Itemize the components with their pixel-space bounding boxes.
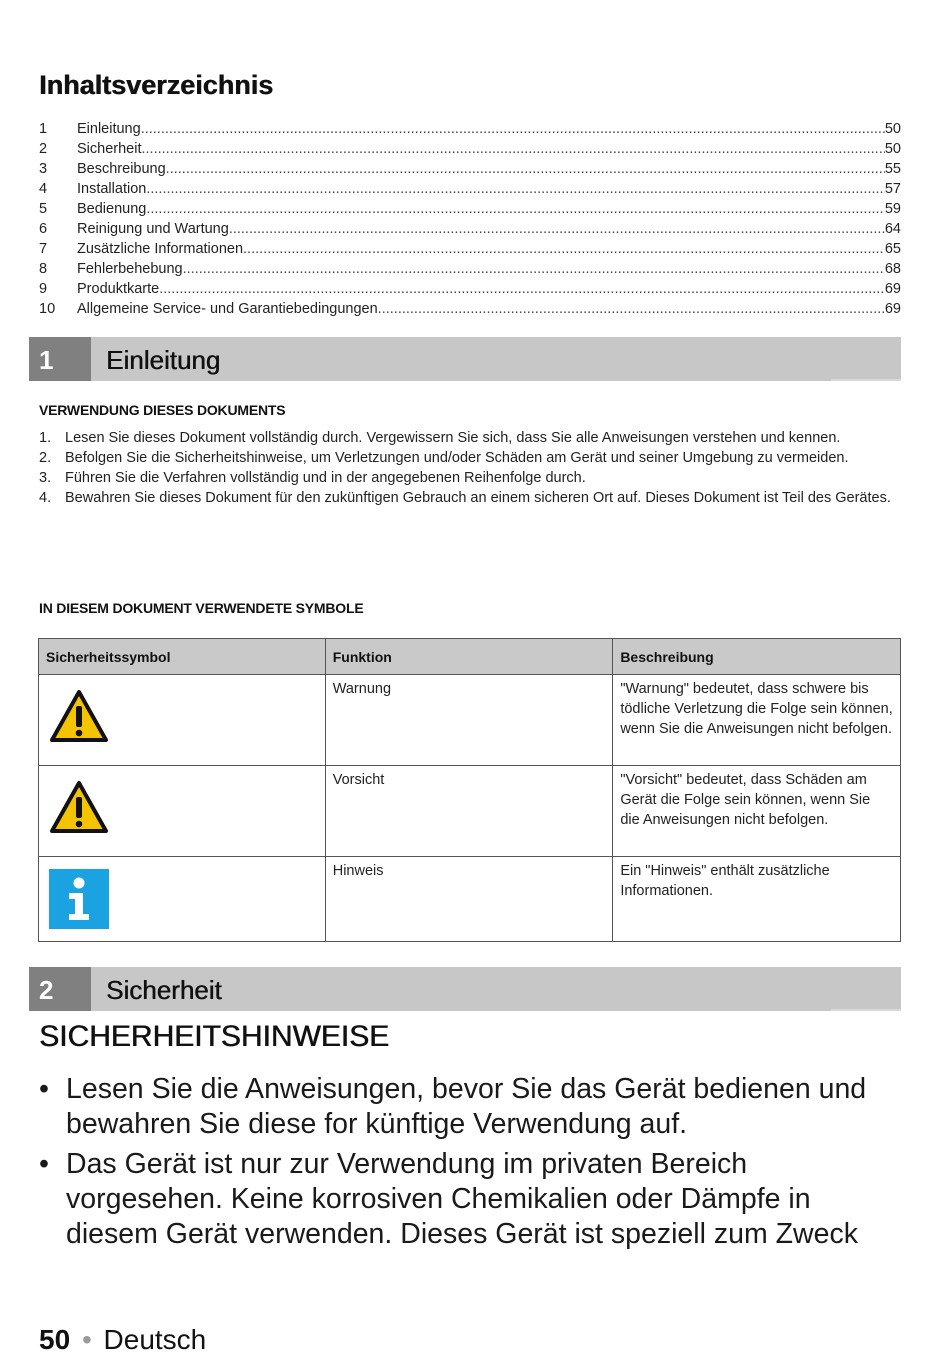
toc-entry-title: Einleitung [77,121,141,137]
toc-entry-title: Beschreibung [77,161,166,177]
toc-entry[interactable] [39,259,901,279]
toc-entry[interactable] [39,179,901,199]
toc-entry-page: 50 [884,121,901,137]
usage-heading: VERWENDUNG DIESES DOKUMENTS [39,402,286,418]
symbols-heading: IN DIESEM DOKUMENT VERWENDETE SYMBOLE [39,600,364,616]
column-header-symbol: Sicherheitssymbol [39,639,326,675]
toc-entry-page: 50 [884,141,901,157]
toc-entry-page: 64 [884,221,901,237]
section-2-header [29,967,901,1011]
toc-entry[interactable] [39,119,901,139]
toc-entry[interactable] [39,219,901,239]
band-divider [831,379,901,381]
toc-entry-page: 59 [884,201,901,217]
safety-heading: SICHERHEITSHINWEISE [39,1020,390,1053]
list-item [39,1072,909,1142]
usage-list [39,428,901,508]
toc-entry-page: 69 [884,301,901,317]
toc-entry-page: 55 [884,161,901,177]
description-cell: Ein "Hinweis" enthält zusätzliche Informationen. [613,857,901,942]
toc-entry-title: Fehlerbehebung [77,261,183,277]
info-icon [49,869,109,935]
toc-entry[interactable] [39,199,901,219]
function-cell: Vorsicht [325,766,613,857]
toc-entry-number: 5 [39,201,48,217]
section-1-header [29,337,901,381]
toc-entry-title: Produktkarte [77,281,160,297]
toc-entry-page: 65 [884,241,901,257]
symbol-cell [39,857,326,942]
caution-triangle-icon [49,780,109,840]
list-item [39,1147,909,1252]
toc-leader-dots [146,199,885,219]
toc-entry-number: 3 [39,161,48,177]
toc-leader-dots [166,159,885,179]
toc-entry-number: 8 [39,261,48,277]
toc-entry-title: Reinigung und Wartung [77,221,229,237]
toc-entry-page: 57 [884,181,901,197]
page-footer [39,1324,206,1356]
list-item-text: Führen Sie die Verfahren vollständig und in der angegebenen Reihenfolge durch. [65,470,586,486]
toc-leader-dots [159,279,885,299]
function-cell: Hinweis [325,857,613,942]
description-cell: "Warnung" bedeutet, dass schwere bis tödliche Verletzung die Folge sein können, wenn Sie die Anweisungen nicht befolgen. [613,675,901,766]
footer-separator: • [81,1324,92,1355]
toc-entry-number: 1 [39,121,48,137]
toc-entry-title: Zusätzliche Informationen [77,241,244,257]
section-title: Sicherheit [106,975,222,1005]
toc-entry-title: Allgemeine Service- und Garantiebedingungen [77,301,378,317]
list-item-text: Lesen Sie die Anweisungen, bevor Sie das Gerät bedienen und bewahren Sie diese for künftige Verwendung auf. [66,1073,867,1140]
table-of-contents [39,119,901,319]
band-divider [831,1009,901,1011]
toc-leader-dots [141,119,885,139]
section-number: 2 [29,967,91,1011]
toc-leader-dots [229,219,885,239]
toc-leader-dots [378,299,885,319]
section-title: Einleitung [106,345,221,375]
toc-entry-page: 69 [884,281,901,297]
list-item [39,468,901,488]
function-cell: Warnung [325,675,613,766]
table-row [39,675,901,766]
bullet-icon: • [39,1073,49,1105]
section-number: 1 [29,337,91,381]
toc-entry[interactable] [39,139,901,159]
toc-entry[interactable] [39,279,901,299]
footer-language: Deutsch [103,1324,207,1355]
symbol-cell [39,675,326,766]
table-header-row [39,639,901,675]
toc-leader-dots [243,239,885,259]
toc-entry-number: 4 [39,181,48,197]
toc-leader-dots [146,179,885,199]
list-item-text: Das Gerät ist nur zur Verwendung im privaten Bereich vorgesehen. Keine korrosiven Chemikalien oder Dämpfe in diesem Gerät verwenden. Dieses Gerät ist speziell zum Zweck [66,1148,858,1250]
toc-entry[interactable] [39,159,901,179]
table-row [39,766,901,857]
toc-entry-title: Bedienung [77,201,147,217]
list-item-number: 1. [39,430,52,446]
toc-entry-number: 10 [39,301,56,317]
list-item-number: 4. [39,490,52,506]
toc-leader-dots [141,139,884,159]
symbols-table [38,638,901,942]
toc-entry-number: 6 [39,221,48,237]
toc-entry-number: 2 [39,141,48,157]
list-item-text: Bewahren Sie dieses Dokument für den zukünftigen Gebrauch an einem sicheren Ort auf. Dieses Dokument ist Teil des Gerätes. [65,490,891,506]
page-number: 50 [39,1324,71,1355]
warning-triangle-icon [49,689,109,749]
toc-leader-dots [183,259,885,279]
bullet-icon: • [39,1148,49,1180]
toc-entry-title: Installation [77,181,147,197]
list-item-text: Lesen Sie dieses Dokument vollständig durch. Vergewissern Sie sich, dass Sie alle Anweisungen verstehen und kennen. [65,430,841,446]
column-header-function: Funktion [325,639,613,675]
safety-list [39,1072,909,1257]
toc-entry-title: Sicherheit [77,141,142,157]
list-item [39,448,901,468]
toc-heading: Inhaltsverzeichnis [39,70,274,100]
toc-entry[interactable] [39,299,901,319]
list-item-text: Befolgen Sie die Sicherheitshinweise, um Verletzungen und/oder Schäden am Gerät und seiner Umgebung zu vermeiden. [65,450,849,466]
toc-entry[interactable] [39,239,901,259]
list-item [39,428,901,448]
table-row [39,857,901,942]
toc-entry-number: 7 [39,241,48,257]
description-cell: "Vorsicht" bedeutet, dass Schäden am Gerät die Folge sein können, wenn Sie die Anweisungen nicht befolgen. [613,766,901,857]
toc-entry-page: 68 [884,261,901,277]
column-header-description: Beschreibung [613,639,901,675]
symbol-cell [39,766,326,857]
toc-entry-number: 9 [39,281,48,297]
list-item-number: 2. [39,450,52,466]
list-item-number: 3. [39,470,52,486]
list-item [39,488,901,508]
